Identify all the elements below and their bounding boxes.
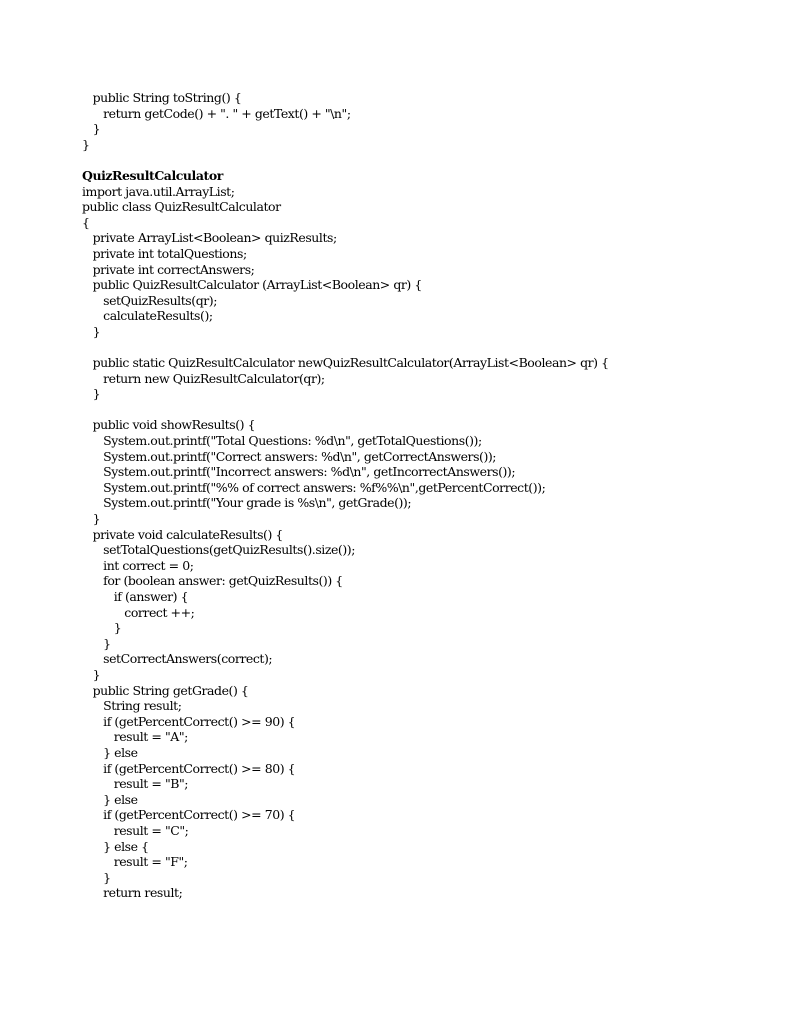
code-line: public String getGrade() { bbox=[82, 682, 249, 698]
code-line: setQuizResults(qr); bbox=[82, 292, 217, 308]
code-line: public void showResults() { bbox=[82, 417, 256, 433]
code-line: } bbox=[82, 323, 101, 339]
code-line: } bbox=[82, 869, 111, 885]
code-line: } bbox=[82, 635, 111, 651]
code-line: for (boolean answer: getQuizResults()) { bbox=[82, 573, 343, 589]
code-line: if (getPercentCorrect() >= 90) { bbox=[82, 713, 296, 729]
code-line: return result; bbox=[82, 885, 183, 901]
code-line: return getCode() + ". " + getText() + "\n"; bbox=[82, 105, 351, 121]
code-line: return new QuizResultCalculator(qr); bbox=[82, 370, 325, 386]
code-line: private int correctAnswers; bbox=[82, 261, 255, 277]
code-line: public String toString() { bbox=[82, 90, 242, 105]
code-line bbox=[82, 340, 609, 356]
code-line: } bbox=[82, 386, 101, 402]
code-line: setCorrectAnswers(correct); bbox=[82, 651, 273, 667]
code-line: calculateResults(); bbox=[82, 308, 213, 324]
code-line: result = "A"; bbox=[82, 729, 188, 745]
code-line: correct ++; bbox=[82, 604, 195, 620]
code-line: } else bbox=[82, 791, 138, 807]
code-line: } else bbox=[82, 744, 138, 760]
code-line: } bbox=[82, 511, 101, 527]
code-line: if (getPercentCorrect() >= 70) { bbox=[82, 807, 296, 823]
code-line: System.out.printf("Your grade is %s\n", getGrade()); bbox=[82, 495, 412, 511]
code-line: } bbox=[82, 620, 122, 636]
code-line bbox=[82, 152, 609, 168]
code-line: { bbox=[82, 214, 90, 230]
code-line: System.out.printf("Correct answers: %d\n", getCorrectAnswers()); bbox=[82, 448, 497, 464]
code-line: private int totalQuestions; bbox=[82, 245, 247, 261]
code-line: import java.util.ArrayList; bbox=[82, 183, 235, 199]
code-line: System.out.printf("%% of correct answers: %f%%\n",getPercentCorrect()); bbox=[82, 479, 546, 495]
code-line: public static QuizResultCalculator newQuizResultCalculator(ArrayList<Boolean> qr) { bbox=[82, 355, 609, 371]
code-listing bbox=[82, 90, 609, 901]
code-line bbox=[82, 402, 609, 418]
code-line: } bbox=[82, 121, 101, 137]
code-line: setTotalQuestions(getQuizResults().size()); bbox=[82, 542, 355, 558]
code-line: if (getPercentCorrect() >= 80) { bbox=[82, 760, 296, 776]
code-line: public QuizResultCalculator (ArrayList<Boolean> qr) { bbox=[82, 277, 422, 293]
code-line: } else { bbox=[82, 838, 149, 854]
code-line: int correct = 0; bbox=[82, 557, 194, 573]
code-line: result = "B"; bbox=[82, 776, 189, 792]
code-line: result = "F"; bbox=[82, 854, 188, 870]
code-line: String result; bbox=[82, 698, 182, 714]
code-line: private ArrayList<Boolean> quizResults; bbox=[82, 230, 337, 246]
code-line: System.out.printf("Incorrect answers: %d\n", getIncorrectAnswers()); bbox=[82, 464, 516, 480]
code-line: } bbox=[82, 666, 101, 682]
code-line: public class QuizResultCalculator bbox=[82, 199, 281, 215]
code-line: if (answer) { bbox=[82, 589, 189, 604]
code-line: System.out.printf("Total Questions: %d\n", getTotalQuestions()); bbox=[82, 433, 482, 449]
class-heading: QuizResultCalculator bbox=[82, 167, 223, 183]
code-line: } bbox=[82, 136, 90, 152]
code-line: result = "C"; bbox=[82, 822, 189, 838]
code-line: private void calculateResults() { bbox=[82, 526, 283, 542]
